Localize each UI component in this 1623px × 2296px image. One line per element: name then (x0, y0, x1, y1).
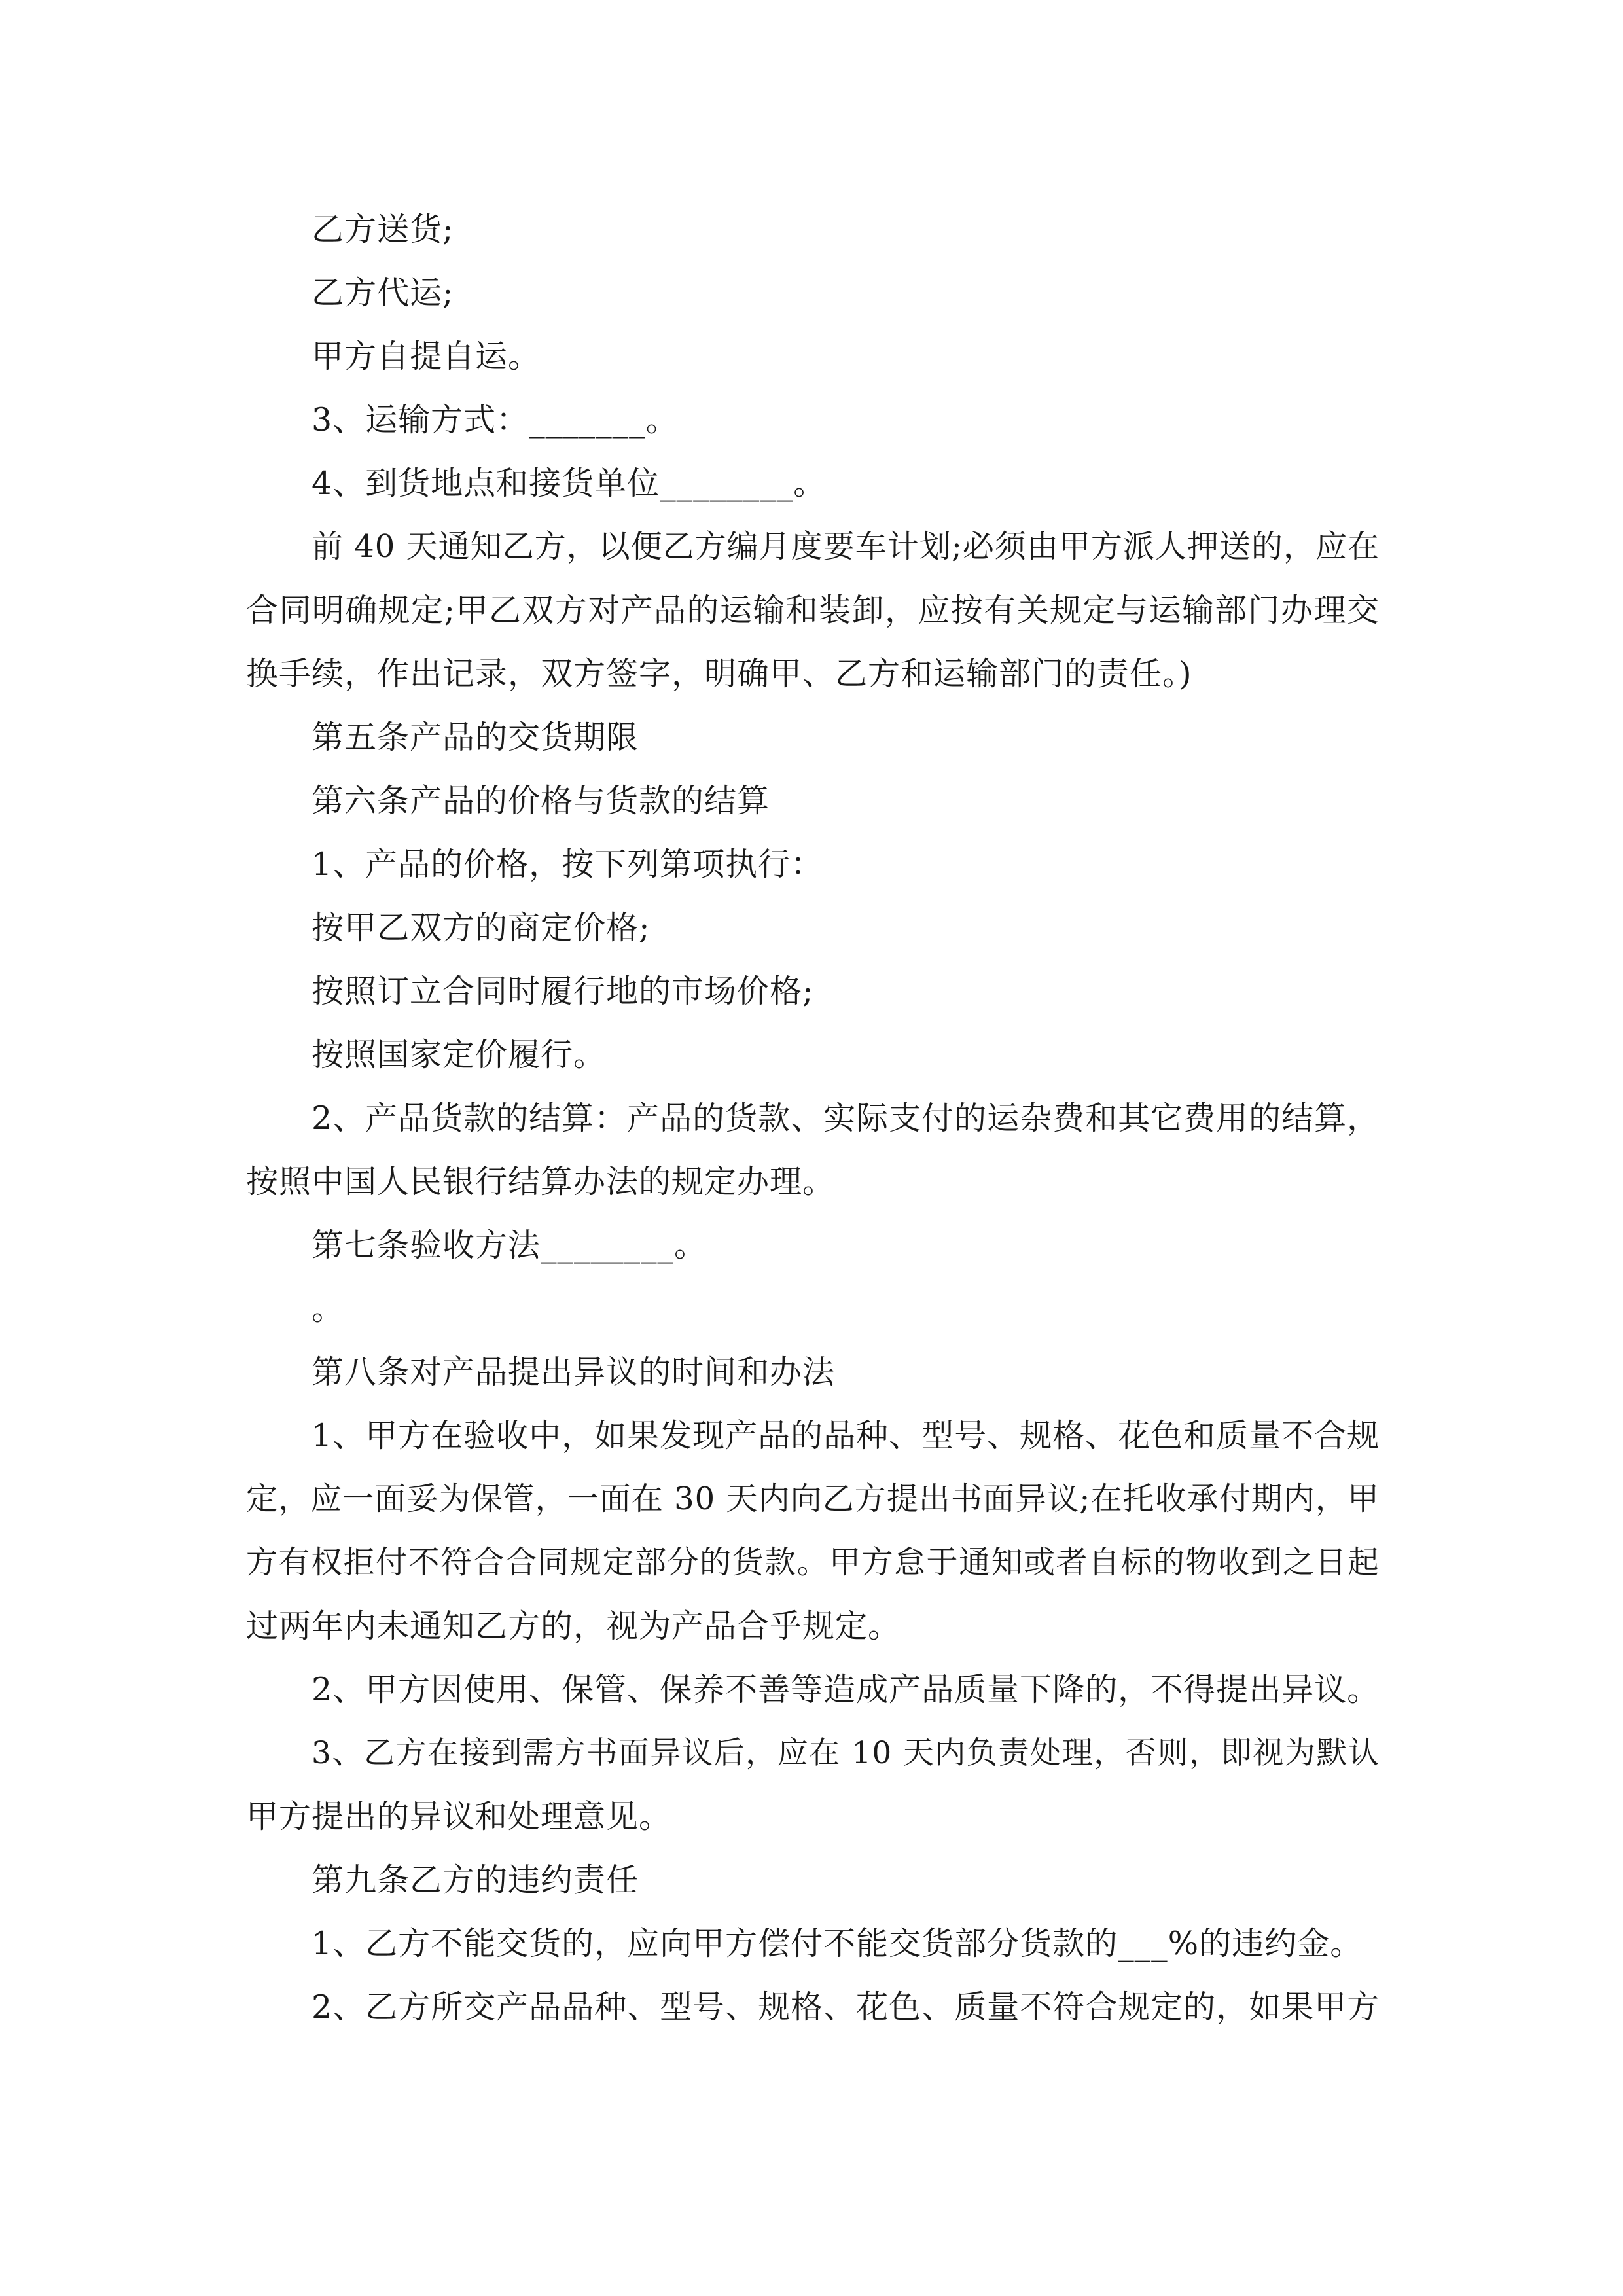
text-line: 按照国家定价履行。 (312, 1036, 607, 1073)
article-heading: 第八条对产品提出异议的时间和办法 (312, 1354, 836, 1391)
text-line: 过两年内未通知乙方的，视为产品合乎规定。 (246, 1607, 901, 1645)
text-line: 乙方代运; (312, 274, 454, 312)
text-line: 1、乙方不能交货的，应向甲方偿付不能交货部分货款的___%的违约金。 (312, 1925, 1363, 1962)
text-line: 甲方提出的异议和处理意见。 (246, 1798, 672, 1835)
text-line: 合同明确规定;甲乙双方对产品的运输和装卸，应按有关规定与运输部门办理交 (246, 592, 1380, 629)
text-line: 按照中国人民银行结算办法的规定办理。 (246, 1163, 836, 1200)
article-heading: 第九条乙方的违约责任 (312, 1861, 639, 1899)
text-line: 按照订立合同时履行地的市场价格; (312, 973, 814, 1010)
text-line: 方有权拒付不符合合同规定部分的货款。甲方怠于通知或者自标的物收到之日起 (246, 1544, 1380, 1581)
text-line: 乙方送货; (312, 211, 454, 248)
text-line: 2、乙方所交产品品种、型号、规格、花色、质量不符合规定的，如果甲方 (312, 1988, 1380, 2026)
text-line: 甲方自提自运。 (312, 338, 541, 375)
text-line: 4、到货地点和接货单位________。 (312, 465, 827, 502)
text-line: 前 40 天通知乙方，以便乙方编月度要车计划;必须由甲方派人押送的，应在 (312, 528, 1380, 565)
article-heading: 第六条产品的价格与货款的结算 (312, 782, 770, 819)
article-heading: 第五条产品的交货期限 (312, 719, 639, 756)
text-line: 1、产品的价格，按下列第项执行： (312, 846, 824, 883)
text-line: 定，应一面妥为保管，一面在 30 天内向乙方提出书面异议;在托收承付期内，甲 (246, 1480, 1380, 1517)
text-line: 1、甲方在验收中，如果发现产品的品种、型号、规格、花色和质量不合规 (312, 1417, 1380, 1454)
text-line: 2、产品货款的结算：产品的货款、实际支付的运杂费和其它费用的结算， (312, 1100, 1380, 1137)
text-line: 3、乙方在接到需方书面异议后，应在 10 天内负责处理，否则，即视为默认 (312, 1735, 1380, 1771)
text-line: 。 (312, 1290, 345, 1327)
text-line: 2、甲方因使用、保管、保养不善等造成产品质量下降的，不得提出异议。 (312, 1671, 1380, 1708)
text-line: 按甲乙双方的商定价格; (312, 909, 651, 946)
text-line: 3、运输方式：_______。 (312, 401, 679, 439)
article-heading: 第七条验收方法________。 (312, 1227, 707, 1264)
document-body (246, 198, 1380, 2039)
text-line: 换手续，作出记录，双方签字，明确甲、乙方和运输部门的责任。) (246, 655, 1192, 692)
